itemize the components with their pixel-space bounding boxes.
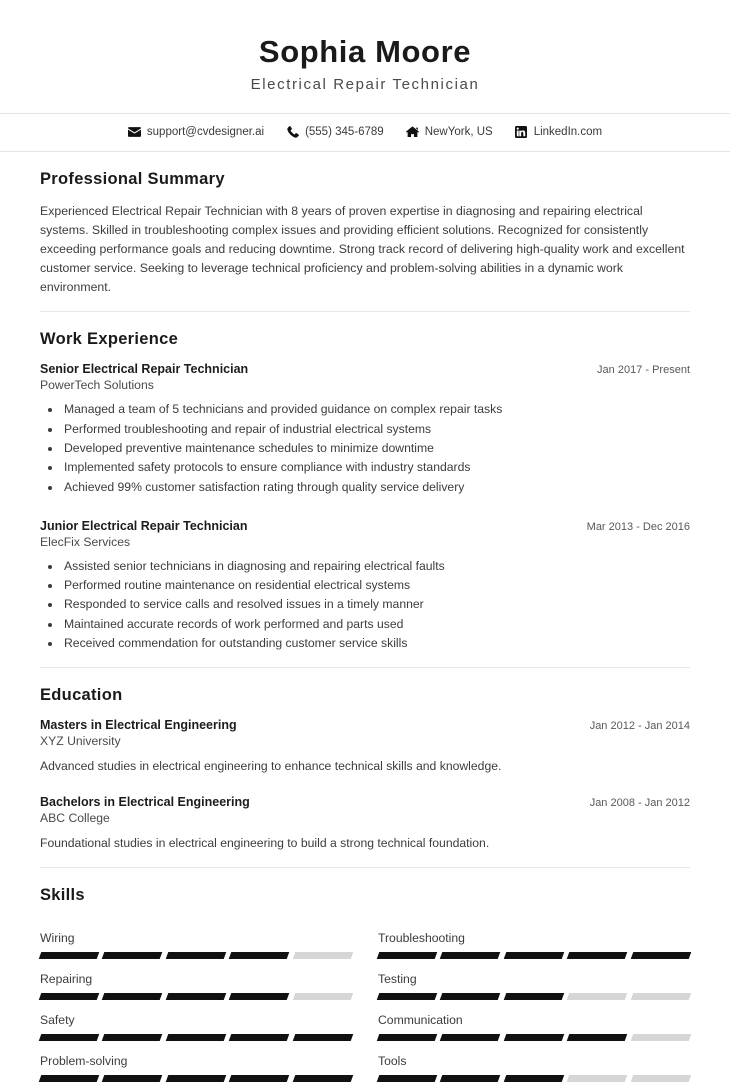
work-bullet: • Achieved 99% customer satisfaction rating through quality service delivery bbox=[62, 478, 690, 497]
skill-label: Safety bbox=[40, 1012, 75, 1027]
skill-level-segment bbox=[229, 952, 290, 959]
education-description: Foundational studies in electrical engineering to build a strong technical foundation. bbox=[40, 836, 490, 851]
skill-level-segment bbox=[102, 993, 163, 1000]
education-entry-list bbox=[40, 718, 690, 853]
work-bullet: • Performed troubleshooting and repair of industrial electrical systems bbox=[62, 420, 690, 439]
section-professional-summary bbox=[40, 152, 690, 298]
resume-body bbox=[0, 152, 730, 1082]
skill-item bbox=[378, 1000, 690, 1041]
section-skills bbox=[40, 868, 690, 1082]
work-bullet: • Responded to service calls and resolved issues in a timely manner bbox=[62, 595, 690, 614]
skill-level-segment bbox=[166, 1075, 227, 1082]
entry-spacer bbox=[40, 781, 690, 795]
skill-level-bar bbox=[40, 1034, 352, 1041]
summary-text: Experienced Electrical Repair Technician with 8 years of proven expertise in diagnosing and repairing electrical systems. Skilled in troubleshooting complex issues and providing efficient solutions. Recognized for consistently exceeding performance goals and reducing downtime. Strong track record of delivering high-quality work and excellent customer service. Seeking to leverage technical proficiency and problem-solving abilities in a dynamic work environment. bbox=[40, 203, 685, 295]
skill-level-bar bbox=[378, 1034, 690, 1041]
skills-grid bbox=[40, 918, 690, 1082]
skill-label: Troubleshooting bbox=[378, 930, 465, 945]
linkedin-icon bbox=[515, 126, 528, 139]
skill-level-segment bbox=[630, 952, 691, 959]
skill-level-segment bbox=[440, 1075, 501, 1082]
skill-level-segment bbox=[39, 952, 100, 959]
skill-level-segment bbox=[166, 993, 227, 1000]
skill-level-segment bbox=[567, 952, 628, 959]
skill-label: Problem-solving bbox=[40, 1053, 128, 1068]
skill-level-bar bbox=[378, 1075, 690, 1082]
contact-label: support@cvdesigner.ai bbox=[146, 126, 265, 139]
education-date-range: Jan 2008 - Jan 2012 bbox=[589, 797, 690, 810]
skill-level-bar bbox=[40, 952, 352, 959]
skill-level-segment bbox=[102, 1034, 163, 1041]
skill-level-segment bbox=[440, 993, 501, 1000]
skill-level-bar bbox=[378, 993, 690, 1000]
contact-label: NewYork, US bbox=[424, 126, 493, 139]
skill-label: Testing bbox=[378, 971, 417, 986]
section-title-skills: Skills bbox=[40, 885, 85, 904]
skill-label: Communication bbox=[378, 1012, 463, 1027]
skill-level-segment bbox=[39, 1075, 100, 1082]
home-icon bbox=[406, 126, 419, 139]
education-description: Advanced studies in electrical engineering to enhance technical skills and knowledge. bbox=[40, 759, 502, 774]
envelope-icon bbox=[128, 126, 141, 139]
skill-level-segment bbox=[504, 1034, 565, 1041]
skill-level-segment bbox=[292, 993, 353, 1000]
skill-level-segment bbox=[440, 952, 501, 959]
work-company: PowerTech Solutions bbox=[40, 378, 154, 393]
work-entry-list bbox=[40, 362, 690, 653]
skill-item bbox=[40, 1041, 352, 1082]
contact-email[interactable] bbox=[128, 126, 264, 139]
section-work-experience bbox=[40, 312, 690, 653]
skill-item bbox=[40, 959, 352, 1000]
contact-location[interactable] bbox=[406, 126, 493, 139]
contact-phone[interactable] bbox=[286, 126, 384, 139]
work-bullet: • Managed a team of 5 technicians and provided guidance on complex repair tasks bbox=[62, 400, 690, 419]
work-date-range: Mar 2013 - Dec 2016 bbox=[586, 520, 690, 533]
entry-spacer bbox=[40, 503, 690, 519]
skill-item bbox=[378, 918, 690, 959]
candidate-job-title: Electrical Repair Technician bbox=[250, 75, 480, 93]
skill-item bbox=[40, 1000, 352, 1041]
skill-level-segment bbox=[567, 1034, 628, 1041]
skill-level-segment bbox=[166, 952, 227, 959]
skill-level-segment bbox=[504, 993, 565, 1000]
skill-level-segment bbox=[292, 1075, 353, 1082]
skill-level-segment bbox=[229, 1034, 290, 1041]
work-bullet: • Implemented safety protocols to ensure compliance with industry standards bbox=[62, 458, 690, 477]
skill-level-segment bbox=[39, 1034, 100, 1041]
skill-level-segment bbox=[229, 993, 290, 1000]
work-bullet: • Performed routine maintenance on residential electrical systems bbox=[62, 576, 690, 595]
section-title-work: Work Experience bbox=[40, 330, 179, 349]
work-entry-header bbox=[40, 519, 690, 533]
skill-level-segment bbox=[504, 1075, 565, 1082]
skill-level-segment bbox=[377, 993, 438, 1000]
skill-label: Wiring bbox=[40, 930, 75, 945]
section-title-education: Education bbox=[40, 686, 123, 705]
section-education bbox=[40, 668, 690, 853]
skill-level-segment bbox=[377, 1034, 438, 1041]
education-entry bbox=[40, 795, 690, 852]
skill-level-segment bbox=[229, 1075, 290, 1082]
work-date-range: Jan 2017 - Present bbox=[597, 364, 690, 377]
skill-level-bar bbox=[378, 952, 690, 959]
skill-level-segment bbox=[292, 952, 353, 959]
education-school: XYZ University bbox=[40, 734, 121, 749]
work-entry-header bbox=[40, 362, 690, 376]
work-bullet-list bbox=[40, 557, 690, 653]
resume-header bbox=[0, 0, 730, 113]
skill-level-bar bbox=[40, 993, 352, 1000]
skill-item bbox=[378, 1041, 690, 1082]
skill-level-segment bbox=[377, 1075, 438, 1082]
skill-item bbox=[40, 918, 352, 959]
contact-linkedin[interactable] bbox=[515, 126, 602, 139]
contact-bar bbox=[0, 114, 730, 151]
work-bullet: • Received commendation for outstanding customer service skills bbox=[62, 634, 690, 653]
skill-level-segment bbox=[166, 1034, 227, 1041]
skill-level-bar bbox=[40, 1075, 352, 1082]
skill-level-segment bbox=[567, 1075, 628, 1082]
skill-level-segment bbox=[102, 1075, 163, 1082]
work-bullet: • Assisted senior technicians in diagnosing and repairing electrical faults bbox=[62, 557, 690, 576]
contact-label: LinkedIn.com bbox=[533, 126, 603, 139]
skill-label: Repairing bbox=[40, 971, 93, 986]
skill-level-segment bbox=[102, 952, 163, 959]
skill-level-segment bbox=[504, 952, 565, 959]
skill-level-segment bbox=[567, 993, 628, 1000]
skill-level-segment bbox=[630, 1034, 691, 1041]
contact-label: (555) 345-6789 bbox=[305, 126, 384, 139]
education-school: ABC College bbox=[40, 811, 110, 826]
education-degree: Masters in Electrical Engineering bbox=[40, 718, 237, 733]
skill-level-segment bbox=[630, 1075, 691, 1082]
skill-level-segment bbox=[377, 952, 438, 959]
work-bullet: • Developed preventive maintenance schedules to minimize downtime bbox=[62, 439, 690, 458]
section-title-summary: Professional Summary bbox=[40, 169, 225, 188]
skill-level-segment bbox=[630, 993, 691, 1000]
work-company: ElecFix Services bbox=[40, 534, 131, 549]
skill-label: Tools bbox=[378, 1053, 407, 1068]
work-position: Senior Electrical Repair Technician bbox=[40, 362, 249, 377]
candidate-name: Sophia Moore bbox=[258, 34, 472, 69]
education-entry-header bbox=[40, 718, 690, 732]
skill-level-segment bbox=[440, 1034, 501, 1041]
work-bullet: • Maintained accurate records of work performed and parts used bbox=[62, 615, 690, 634]
skill-level-segment bbox=[39, 993, 100, 1000]
skill-item bbox=[378, 959, 690, 1000]
education-degree: Bachelors in Electrical Engineering bbox=[40, 795, 250, 810]
work-bullet-list bbox=[40, 400, 690, 496]
work-entry bbox=[40, 362, 690, 496]
education-date-range: Jan 2012 - Jan 2014 bbox=[589, 720, 690, 733]
work-entry bbox=[40, 519, 690, 653]
education-entry bbox=[40, 718, 690, 775]
education-entry-header bbox=[40, 795, 690, 809]
work-position: Junior Electrical Repair Technician bbox=[40, 518, 248, 533]
phone-icon bbox=[286, 126, 299, 139]
skill-level-segment bbox=[292, 1034, 353, 1041]
